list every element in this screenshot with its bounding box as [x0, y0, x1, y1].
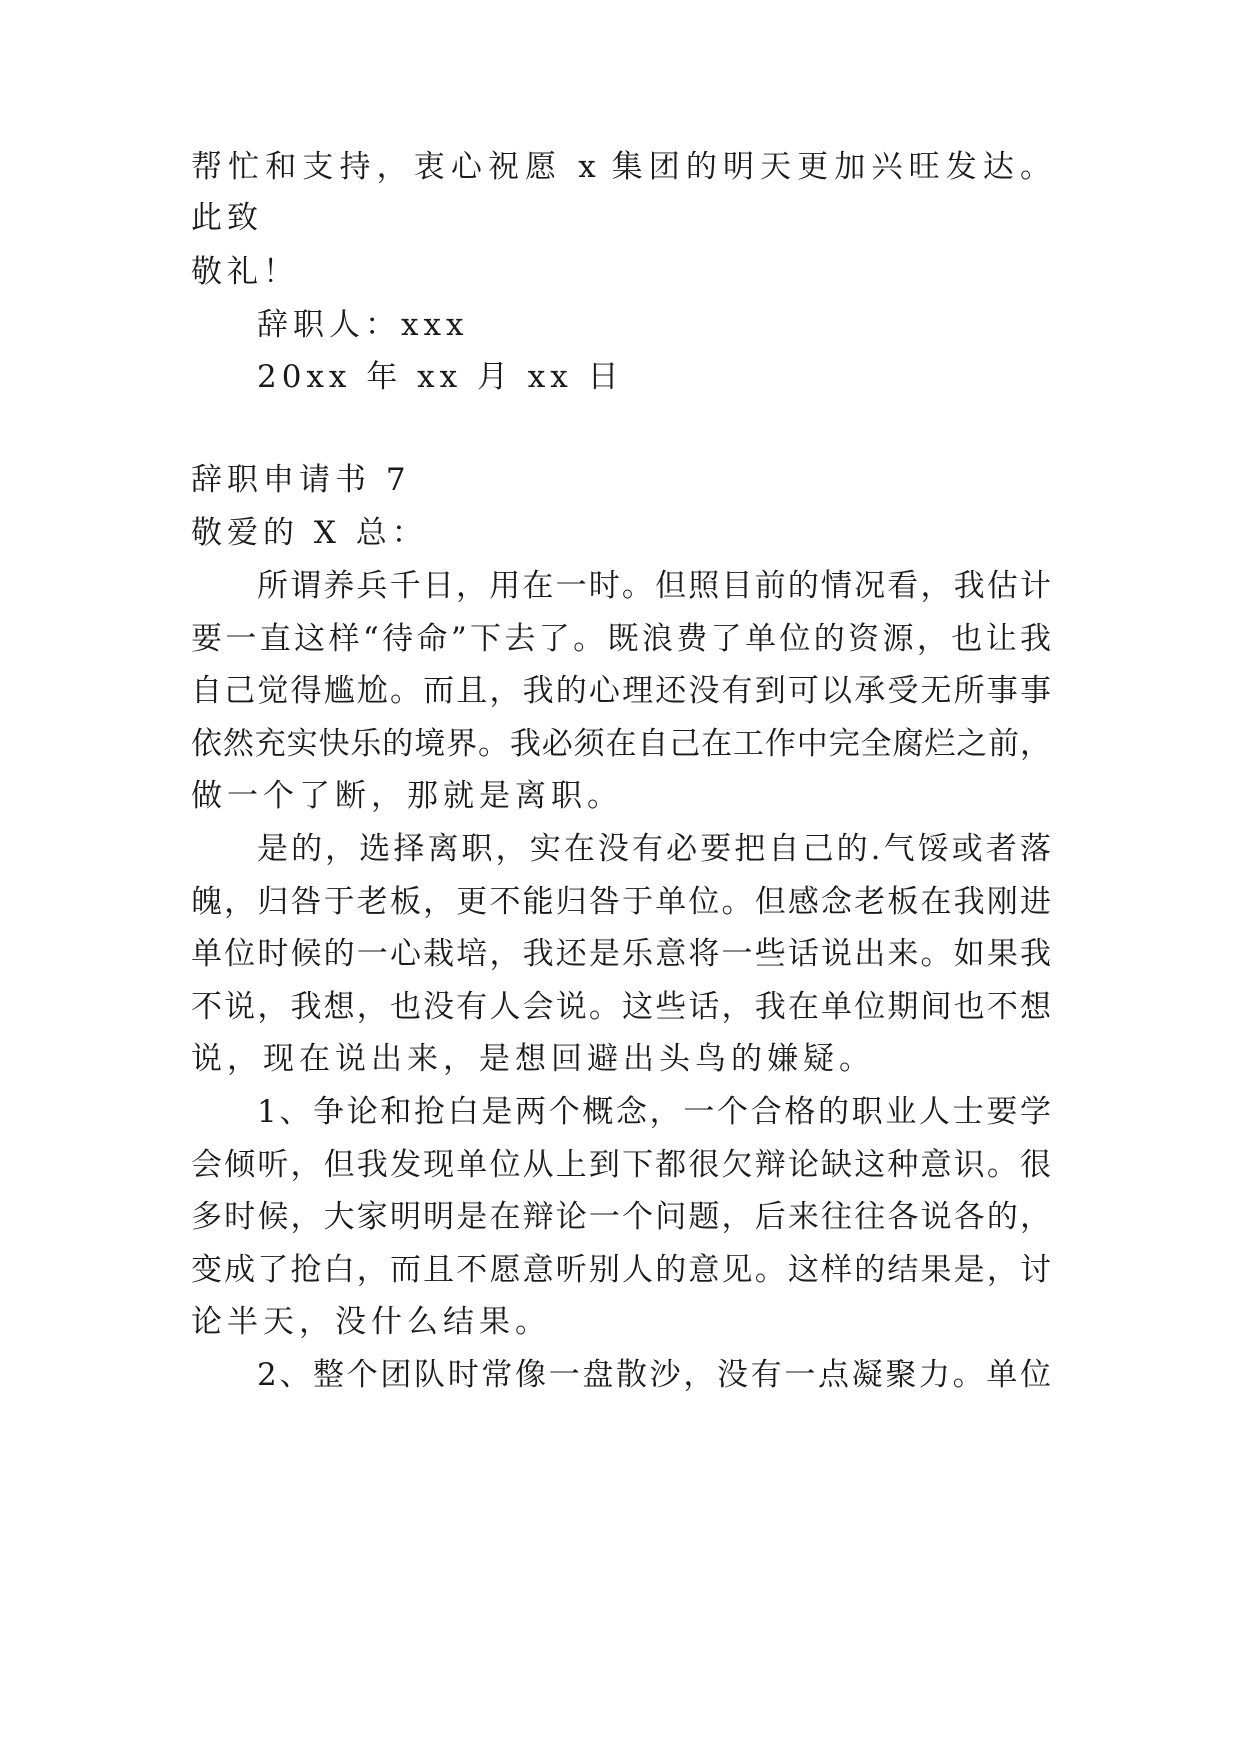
closing-salutation: 此致 [191, 200, 263, 236]
paragraph-line: 会倾听，但我发现单位从上到下都很欠辩论缺这种意识。很 [191, 1147, 1051, 1183]
paragraph-line: 1、争论和抢白是两个概念，一个合格的职业人士要学 [257, 1094, 1051, 1130]
paragraph-line: 是的，选择离职，实在没有必要把自己的.气馁或者落 [257, 831, 1051, 867]
paragraph-line: 自己觉得尴尬。而且，我的心理还没有到可以承受无所事事 [191, 673, 1051, 709]
paragraph-line: 依然充实快乐的境界。我必须在自己在工作中完全腐烂之前， [191, 726, 1051, 762]
signature-name: 辞职人：xxx [257, 307, 469, 343]
paragraph-line: 2、整个团队时常像一盘散沙，没有一点凝聚力。单位 [257, 1357, 1051, 1393]
closing-regards: 敬礼！ [191, 254, 299, 290]
paragraph-line: 多时候，大家明明是在辩论一个问题，后来往往各说各的， [191, 1199, 1051, 1235]
letter-greeting: 敬爱的 X 总： [191, 515, 428, 551]
paragraph-line: 论半天，没什么结果。 [191, 1304, 551, 1340]
paragraph-line: 魄，归咎于老板，更不能归咎于单位。但感念老板在我刚进 [191, 884, 1051, 920]
paragraph-line: 不说，我想，也没有人会说。这些话，我在单位期间也不想 [191, 989, 1051, 1025]
paragraph-line: 帮忙和支持，衷心祝愿 x 集团的明天更加兴旺发达。 [191, 149, 1051, 185]
paragraph-line: 单位时候的一心栽培，我还是乐意将一些话说出来。如果我 [191, 936, 1051, 972]
paragraph-line: 所谓养兵千日，用在一时。但照目前的情况看，我估计 [257, 568, 1051, 604]
section-title: 辞职申请书 7 [191, 462, 411, 498]
paragraph-line: 要一直这样“待命”下去了。既浪费了单位的资源，也让我 [191, 621, 1051, 657]
paragraph-line: 说，现在说出来，是想回避出头鸟的嫌疑。 [191, 1041, 875, 1077]
signature-date: 20xx 年 xx 月 xx 日 [257, 359, 624, 395]
paragraph-line: 变成了抢白，而且不愿意听别人的意见。这样的结果是，讨 [191, 1252, 1051, 1288]
paragraph-line: 做一个了断，那就是离职。 [191, 778, 623, 814]
